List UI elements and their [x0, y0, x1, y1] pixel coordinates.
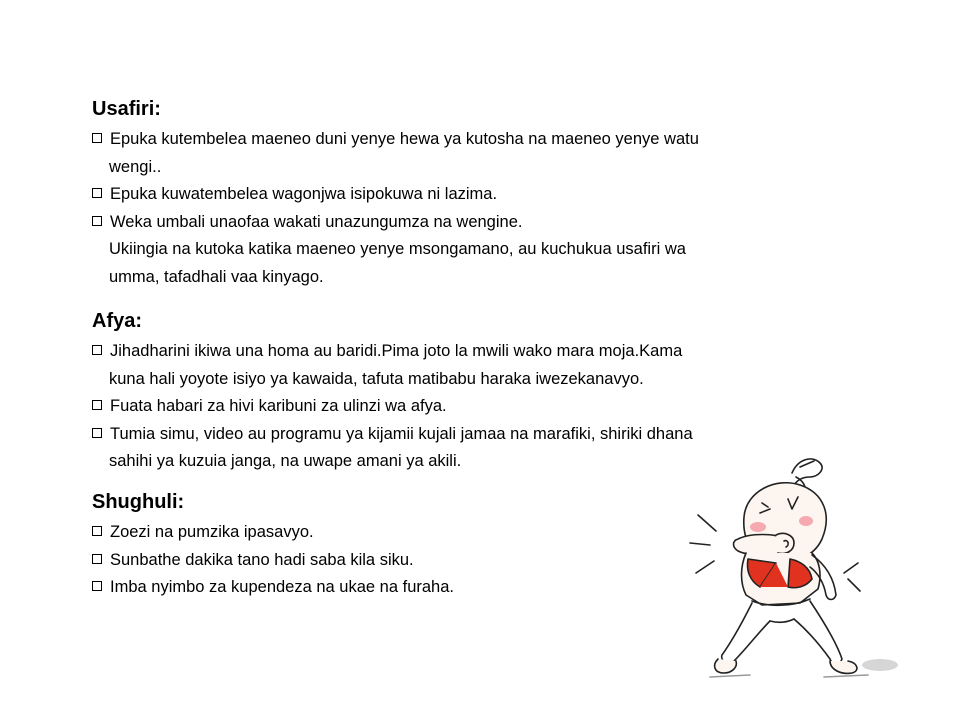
- list-item: Fuata habari za hivi karibuni za ulinzi wa afya.: [92, 393, 892, 421]
- checkbox-icon: [92, 345, 102, 355]
- section-title-usafiri: Usafiri:: [92, 98, 161, 120]
- list-item: Epuka kuwatembelea wagonjwa isipokuwa ni lazima.: [92, 181, 892, 209]
- checkbox-icon: [92, 400, 102, 410]
- checkbox-icon: [92, 188, 102, 198]
- section-usafiri: [92, 96, 892, 291]
- list-item: Jihadharini ikiwa una homa au baridi.Pima joto la mwili wako mara moja.Kama kuna hali yoyote isiyo ya kawaida, tafuta matibabu haraka iwezekanavyo.: [92, 338, 892, 393]
- checkbox-icon: [92, 581, 102, 591]
- checkbox-icon: [92, 428, 102, 438]
- section-title-shughuli: Shughuli:: [92, 491, 185, 513]
- coughing-person-icon: [680, 455, 905, 685]
- list-item: Sunbathe dakika tano hadi saba kila siku.: [92, 547, 892, 575]
- list-item: Epuka kutembelea maeneo duni yenye hewa ya kutosha na maeneo yenye watu wengi..: [92, 126, 892, 181]
- checkbox-icon: [92, 133, 102, 143]
- checkbox-icon: [92, 526, 102, 536]
- section-title-afya: Afya:: [92, 310, 143, 332]
- checkbox-icon: [92, 554, 102, 564]
- section-afya: [92, 308, 892, 476]
- list-item: Tumia simu, video au programu ya kijamii kujali jamaa na marafiki, shiriki dhana sahihi ya kuzuia janga, na uwape amani ya akili.: [92, 421, 892, 476]
- list-item: Weka umbali unaofaa wakati unazungumza na wengine.: [92, 209, 892, 237]
- list-item: Imba nyimbo za kupendeza na ukae na furaha.: [92, 574, 892, 602]
- checkbox-icon: [92, 216, 102, 226]
- list-item: Ukiingia na kutoka katika maeneo yenye msongamano, au kuchukua usafiri wa umma, tafadhali vaa kinyago.: [109, 240, 686, 286]
- list-item: Zoezi na pumzika ipasavyo.: [92, 519, 892, 547]
